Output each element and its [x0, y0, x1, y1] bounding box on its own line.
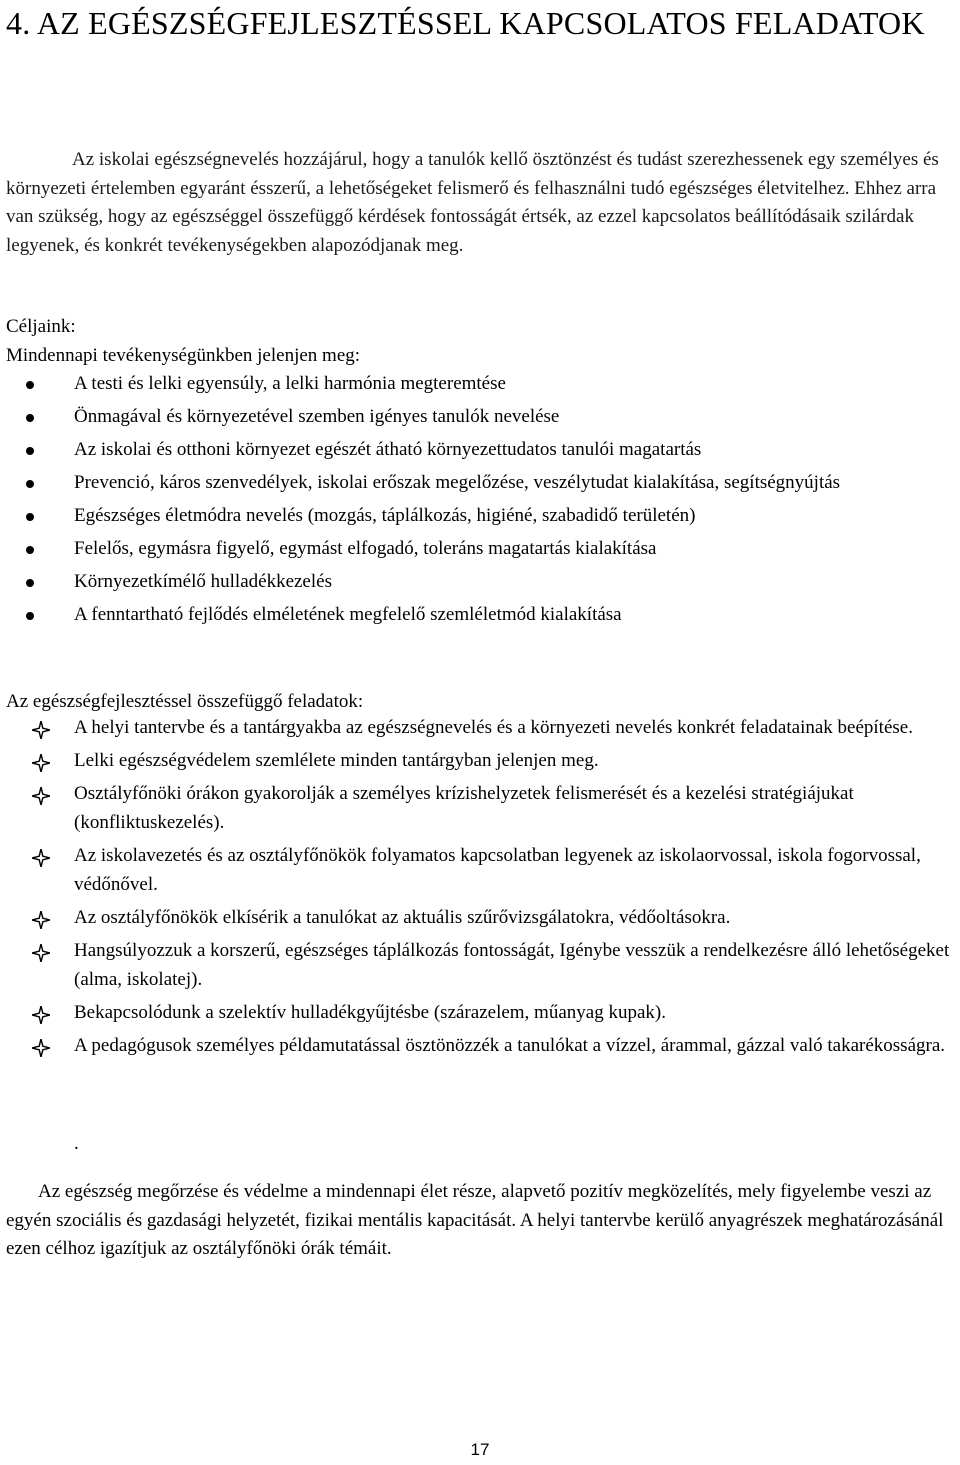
goal-item [0, 402, 950, 431]
task-text: Az iskolavezetés és az osztályfőnökök folyamatos kapcsolatban legyenek az iskolaorvossal, iskola fogorvossal, védőnővel. [74, 845, 921, 895]
goal-text: Prevenció, káros szenvedélyek, iskolai erőszak megelőzése, veszélytudat kialakítása, segítségnyújtás [74, 472, 841, 493]
goal-text: A testi és lelki egyensúly, a lelki harmónia megteremtése [74, 373, 506, 394]
task-text: A helyi tantervbe és a tantárgyakba az egészségnevelés és a környezeti nevelés konkrét feladatainak beépítése. [74, 717, 913, 738]
bullet-dot-icon [26, 480, 34, 488]
goals-label: Céljaink: [6, 316, 76, 337]
diamond-bullet-icon [32, 1004, 50, 1022]
goal-item [0, 600, 950, 629]
goal-item [0, 468, 950, 497]
diamond-bullet-icon [32, 719, 50, 737]
task-text: Hangsúlyozzuk a korszerű, egészséges táplálkozás fontosságát, Igénybe vesszük a rendelkezésre álló lehetőségeket (alma, iskolatej). [74, 940, 950, 990]
diamond-bullet-icon [32, 847, 50, 865]
tasks-label: Az egészségfejlesztéssel összefüggő feladatok: [6, 691, 364, 712]
task-text: Osztályfőnöki órákon gyakorolják a személyes krízishelyzetek felismerését és a kezelési stratégiájukat (konfliktuskezelés). [74, 783, 854, 833]
task-text: Bekapcsolódunk a szelektív hulladékgyűjtésbe (szárazelem, műanyag kupak). [74, 1002, 666, 1023]
task-text: Az osztályfőnökök elkísérik a tanulókat az aktuális szűrővizsgálatokra, védőoltásokra. [74, 907, 731, 928]
bullet-dot-icon [26, 612, 34, 620]
task-item [0, 746, 950, 775]
task-item [0, 713, 950, 742]
bullet-dot-icon [26, 414, 34, 422]
task-item [0, 1031, 950, 1060]
page-number: 17 [470, 1440, 490, 1459]
diamond-bullet-icon [32, 752, 50, 770]
task-item [0, 841, 950, 899]
goal-text: Önmagával és környezetével szemben igényes tanulók nevelése [74, 406, 560, 427]
goal-item [0, 534, 950, 563]
task-item [0, 903, 950, 932]
closing-paragraph: Az egészség megőrzése és védelme a mindennapi élet része, alapvető pozitív megközelítés, mely figyelembe veszi az egyén szociális és gazdasági helyzetét, fizikai mentális kapacitását. A helyi tantervbe kerülő anyagrészek meghatározásánál ezen célhoz igazítjuk az osztályfőnöki órák témáit. [6, 1181, 944, 1259]
diamond-bullet-icon [32, 785, 50, 803]
goal-item [0, 567, 950, 596]
task-text: Lelki egészségvédelem szemlélete minden tantárgyban jelenjen meg. [74, 750, 599, 771]
goal-text: Az iskolai és otthoni környezet egészét átható környezettudatos tanulói magatartás [74, 439, 702, 460]
task-text: A pedagógusok személyes példamutatással ösztönözzék a tanulókat a vízzel, árammal, gázzal való takarékosságra. [74, 1035, 946, 1056]
tasks-list [0, 713, 950, 1064]
section-heading: 4. AZ EGÉSZSÉGFEJLESZTÉSSEL KAPCSOLATOS FELADATOK [6, 5, 925, 41]
goal-text: A fenntartható fejlődés elméletének megfelelő szemléletmód kialakítása [74, 604, 622, 625]
bullet-dot-icon [26, 447, 34, 455]
goals-list [0, 369, 950, 633]
goal-text: Környezetkímélő hulladékkezelés [74, 571, 332, 592]
intro-paragraph: Az iskolai egészségnevelés hozzájárul, hogy a tanulók kellő ösztönzést és tudást szerezhessenek egy személyes és környezeti értelemben egyaránt ésszerű, a lehetőségeket felismerő és felhasználni tudó egészséges életvitelhez. Ehhez arra van szükség, hogy az egészséggel összefüggő kérdések fontosságát értsék, az ezzel kapcsolatos beállítódásaik szilárdak legyenek, és konkrét tevékenységekben alapozódjanak meg. [6, 149, 939, 256]
bullet-dot-icon [26, 381, 34, 389]
diamond-bullet-icon [32, 1037, 50, 1055]
task-item [0, 779, 950, 837]
goal-item [0, 435, 950, 464]
diamond-bullet-icon [32, 909, 50, 927]
stray-dot: . [74, 1133, 79, 1154]
goal-text: Egészséges életmódra nevelés (mozgás, táplálkozás, higiéné, szabadidő területén) [74, 505, 696, 526]
goal-item [0, 369, 950, 398]
task-item [0, 936, 950, 994]
bullet-dot-icon [26, 546, 34, 554]
goals-sublabel: Mindennapi tevékenységünkben jelenjen meg: [6, 345, 361, 366]
goal-text: Felelős, egymásra figyelő, egymást elfogadó, toleráns magatartás kialakítása [74, 538, 657, 559]
diamond-bullet-icon [32, 942, 50, 960]
bullet-dot-icon [26, 513, 34, 521]
goal-item [0, 501, 950, 530]
bullet-dot-icon [26, 579, 34, 587]
task-item [0, 998, 950, 1027]
